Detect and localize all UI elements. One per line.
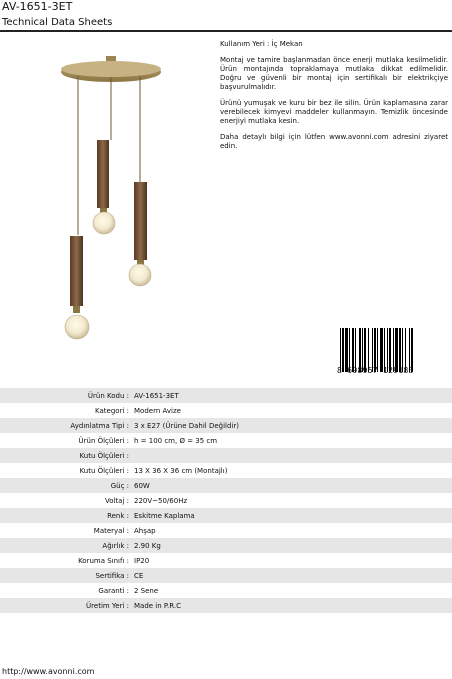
spec-value: Ahşap — [134, 526, 156, 535]
website-note: Daha detaylı bilgi için lütfen www.avonni.com adresini ziyaret edin. — [220, 133, 448, 150]
spec-row — [0, 583, 452, 598]
spec-label: Renk : — [107, 511, 129, 520]
header-divider — [0, 30, 452, 32]
spec-label: Voltaj : — [104, 496, 129, 505]
spec-value: 3 x E27 (Ürüne Dahil Değildir) — [134, 421, 239, 430]
spec-label: Kategori : — [95, 406, 129, 415]
spec-value: 60W — [134, 481, 150, 490]
spec-value: 13 X 36 X 36 cm (Montajlı) — [134, 466, 228, 475]
spec-value: Modern Avize — [134, 406, 181, 415]
spec-value: AV-1651-3ET — [134, 391, 179, 400]
spec-row — [0, 538, 452, 553]
spec-row — [0, 433, 452, 448]
spec-row — [0, 478, 452, 493]
spec-row — [0, 448, 452, 463]
spec-row — [0, 568, 452, 583]
pendant-lamp-image — [40, 50, 210, 350]
spec-label: Ürün Kodu : — [87, 391, 129, 400]
spec-value: Eskitme Kaplama — [134, 511, 195, 520]
spec-label: Güç : — [110, 481, 129, 490]
spec-row — [0, 598, 452, 613]
safety-note: Montaj ve tamire başlanmadan önce enerji mutlaka kesilmelidir. Ürün montajında topraklamaya mutlaka dikkat edilmelidir. Doğru ve güvenli bir montaj için sertifikalı bir elektrikçiye başvurulmalıdır. — [220, 56, 448, 91]
spec-value: 2.90 Kg — [134, 541, 161, 550]
footer-url: http://www.avonni.com — [2, 667, 95, 676]
cleaning-note: Ürünü yumuşak ve kuru bir bez ile silin. Ürün kaplamasına zarar verebilecek kimyevi maddeler kullanmayın. Temizlik öncesinde enerjiyi mutlaka kesin. — [220, 99, 448, 125]
spec-label: Ağırlık : — [102, 541, 129, 550]
spec-label: Aydınlatma Tipi : — [70, 421, 129, 430]
spec-row — [0, 403, 452, 418]
spec-label: Materyal : — [93, 526, 129, 535]
spec-label: Üretim Yeri : — [86, 601, 129, 610]
spec-label: Sertifika : — [95, 571, 129, 580]
document-subtitle: Technical Data Sheets — [2, 17, 113, 28]
spec-value: 220V~50/60Hz — [134, 496, 188, 505]
spec-label: Garanti : — [98, 586, 129, 595]
spec-value: h = 100 cm, Ø = 35 cm — [134, 436, 218, 445]
spec-label: Kutu Ölçüleri : — [79, 466, 129, 475]
product-code-title: AV-1651-3ET — [2, 0, 73, 13]
spec-row — [0, 418, 452, 433]
barcode-number: 8 698957 129183 — [337, 366, 414, 375]
spec-row — [0, 553, 452, 568]
spec-label: Kutu Ölçüleri : — [79, 451, 129, 460]
spec-value: Made in P.R.C — [134, 601, 181, 610]
spec-value: IP20 — [134, 556, 150, 565]
spec-label: Koruma Sınıfı : — [78, 556, 129, 565]
spec-row — [0, 508, 452, 523]
spec-row — [0, 388, 452, 403]
product-info-panel — [220, 40, 448, 158]
spec-value: CE — [134, 571, 144, 580]
spec-label: Ürün Ölçüleri : — [78, 436, 129, 445]
spec-row — [0, 523, 452, 538]
spec-row — [0, 493, 452, 508]
spec-table — [0, 388, 452, 613]
spec-value: 2 Sene — [134, 586, 159, 595]
spec-row — [0, 463, 452, 478]
usage-location: Kullanım Yeri : İç Mekan — [220, 40, 303, 48]
